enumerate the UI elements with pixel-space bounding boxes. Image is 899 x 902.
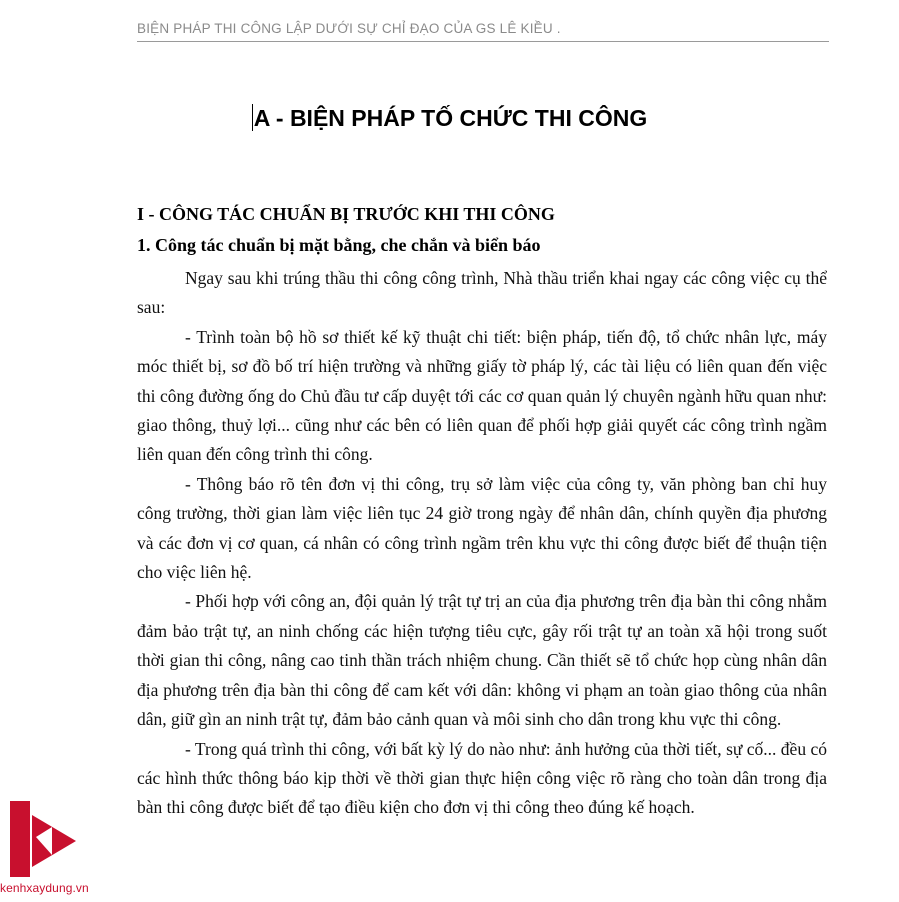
paragraph: - Thông báo rõ tên đơn vị thi công, trụ sở làm việc của công ty, văn phòng ban chỉ huy công trường, thời gian làm việc liên tục 24 giờ trong ngày để nhân dân, chính quyền địa phương và các đơn vị cơ quan, cá nhân có công trình ngầm trên khu vực thi công được biết để thuận tiện cho việc liên hệ. — [137, 473, 827, 583]
paragraph: Ngay sau khi trúng thầu thi công công trình, Nhà thầu triển khai ngay các công việc cụ thể sau: — [137, 268, 827, 318]
paragraph: - Trong quá trình thi công, với bất kỳ lý do nào như: ảnh hưởng của thời tiết, sự cố... đều có các hình thức thông báo kịp thời về thời gian thực hiện công việc rõ ràng cho toàn dân trong địa bàn thi công được biết để tạo điều kiện cho đơn vị thi công theo đúng kế hoạch. — [137, 738, 827, 818]
paragraph: - Trình toàn bộ hồ sơ thiết kế kỹ thuật chi tiết: biện pháp, tiến độ, tổ chức nhân lực, máy móc thiết bị, sơ đồ bố trí hiện trường và những giấy tờ pháp lý, các tài liệu có liên quan đến việc thi công đường ống do Chủ đầu tư cấp duyệt tới các cơ quan quản lý chuyên ngành hữu quan như: giao thông, thuỷ lợi... cũng như các bên có liên quan để phối hợp giải quyết các công trình ngầm liên quan đến công trình thi công. — [137, 326, 827, 465]
paragraph: - Phối hợp với công an, đội quản lý trật tự trị an của địa phương trên địa bàn thi công nhằm đảm bảo trật tự, an ninh chống các hiện tượng tiêu cực, gây rối trật tự an toàn xã hội trong suốt thời gian thi công, nâng cao tinh thần trách nhiệm chung. Cần thiết sẽ tổ chức họp cùng nhân dân địa phương trên địa bàn thi công để cam kết với dân: không vi phạm an toàn giao thông của nhân dân, giữ gìn an ninh trật tự, đảm bảo cảnh quan và môi sinh cho dân trong khu vực thi công. — [137, 591, 827, 730]
watermark-site-text: kenhxaydung.vn — [0, 881, 89, 895]
watermark-logo — [0, 795, 130, 902]
text-cursor — [252, 104, 253, 131]
running-header: BIỆN PHÁP THI CÔNG LẬP DƯỚI SỰ CHỈ ĐẠO CỦA GS LÊ KIỀU . — [137, 21, 561, 36]
section-heading: I - CÔNG TÁC CHUẨN BỊ TRƯỚC KHI THI CÔNG — [137, 204, 555, 224]
body-text — [137, 264, 827, 823]
sub-heading: 1. Công tác chuẩn bị mặt bằng, che chắn và biển báo — [137, 235, 541, 255]
kenhxaydung-k-logo-icon — [6, 799, 86, 879]
document-title-line — [0, 102, 899, 134]
document-title: A - BIỆN PHÁP TỐ CHỨC THI CÔNG — [253, 105, 648, 131]
header-divider — [137, 41, 829, 42]
